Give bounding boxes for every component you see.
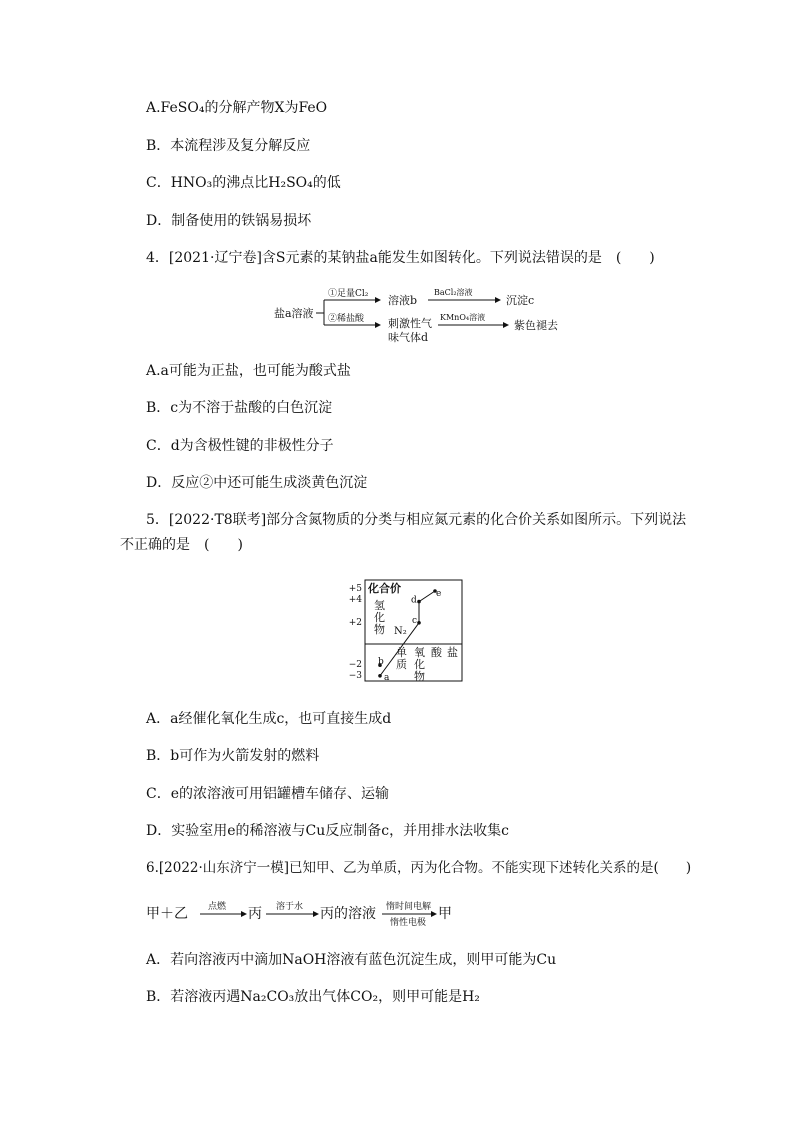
hydride-char-2: 化 [374, 611, 385, 624]
point-c [417, 621, 421, 625]
q4-product-d-line2: 味气体d [388, 331, 429, 344]
chart-title: 化合价 [368, 582, 401, 595]
q3-option-a: A.FeSO₄的分解产物X为FeO [146, 100, 328, 116]
point-label-e: e [436, 589, 442, 599]
point-a [378, 674, 382, 678]
q6-step1-label: 点燃 [208, 902, 227, 912]
q5-valence-chart [340, 578, 465, 686]
q3-option-d: D．制备使用的铁锅易损坏 [146, 213, 312, 229]
q4-product-b: 溶液b [388, 294, 418, 307]
hydride-char-3: 物 [374, 623, 385, 636]
cat-salt: 盐 [447, 646, 458, 659]
q4-option-c: C．d为含极性键的非极性分子 [146, 438, 334, 454]
q5-stem-line1: 5．[2022·T8联考]部分含氮物质的分类与相应氮元素的化合价关系如图所示。下列说法 [146, 512, 687, 528]
q6-mid: 丙 [248, 906, 262, 922]
q6-solution: 丙的溶液 [320, 906, 376, 922]
q5-option-b: B．b可作为火箭发射的燃料 [146, 748, 320, 764]
y-tick-minus3: −3 [348, 671, 362, 681]
q6-start: 甲＋乙 [146, 906, 188, 922]
q6-end: 甲 [438, 906, 452, 922]
q6-step3-label-top: 惰时间电解 [386, 902, 432, 912]
q3-option-b: B．本流程涉及复分解反应 [146, 138, 311, 154]
q4-step1-label: ①足量Cl₂ [328, 289, 369, 299]
cat-oxide-1: 氧 [414, 646, 425, 659]
q4-start-label: 盐a溶液 [274, 307, 314, 320]
q6-step2-label: 溶于水 [276, 902, 304, 912]
cat-acid: 酸 [431, 646, 442, 659]
q6-step3-label-bottom: 惰性电极 [390, 918, 427, 928]
q5-option-d: D．实验室用e的稀溶液与Cu反应制备c，并用排水法收集c [146, 823, 509, 839]
q5-stem-line2: 不正确的是 ( ) [120, 537, 243, 553]
point-d [417, 600, 421, 604]
y-tick-plus4: +4 [348, 595, 362, 605]
q4-option-d: D．反应②中还可能生成淡黄色沉淀 [146, 475, 368, 491]
q6-option-b: B．若溶液丙遇Na₂CO₃放出气体CO₂，则甲可能是H₂ [146, 989, 480, 1005]
q4-product-d-line1: 刺激性气 [388, 317, 432, 330]
point-label-a: a [384, 672, 390, 683]
point-label-c: c [412, 615, 418, 626]
q4-step-d-label: KMnO₄溶液 [440, 313, 486, 322]
q4-product-c: 沉淀c [506, 294, 535, 307]
q6-stem: 6.[2022·山东济宁一模]已知甲、乙为单质，丙为化合物。不能实现下述转化关系的是( ) [146, 860, 692, 876]
q4-option-a: A.a可能为正盐，也可能为酸式盐 [146, 363, 351, 379]
q4-reaction-diagram [268, 282, 568, 344]
point-label-d: d [411, 595, 417, 606]
y-tick-minus2: −2 [348, 660, 362, 670]
y-tick-plus5: +5 [348, 584, 362, 594]
y-tick-plus2: +2 [348, 618, 362, 628]
q4-step2-label: ②稀盐酸 [328, 314, 365, 324]
q4-stem: 4．[2021·辽宁卷]含S元素的某钠盐a能发生如图转化。下列说法错误的是 ( ) [146, 250, 655, 266]
q6-conversion-equation [146, 898, 466, 930]
q5-option-c: C．e的浓溶液可用铝罐槽车储存、运输 [146, 786, 389, 802]
q5-option-a: A．a经催化氧化生成c，也可直接生成d [146, 711, 392, 727]
hydride-char-1: 氢 [374, 599, 385, 612]
q6-option-a: A．若向溶液丙中滴加NaOH溶液有蓝色沉淀生成，则甲可能为Cu [146, 952, 557, 968]
q4-result-d: 紫色褪去 [514, 319, 558, 332]
n2-label: N₂ [394, 626, 407, 637]
cat-oxide-3: 物 [414, 670, 425, 683]
q3-option-c: C．HNO₃的沸点比H₂SO₄的低 [146, 175, 341, 191]
cat-oxide-2: 化 [414, 658, 425, 671]
cat-elemental-2: 质 [396, 658, 407, 671]
q4-step-b-label: BaCl₂溶液 [434, 288, 473, 297]
q4-option-b: B．c为不溶于盐酸的白色沉淀 [146, 400, 333, 416]
valence-path-line [380, 591, 435, 676]
cat-elemental-1: 单 [396, 646, 407, 659]
point-label-b: b [378, 657, 384, 668]
